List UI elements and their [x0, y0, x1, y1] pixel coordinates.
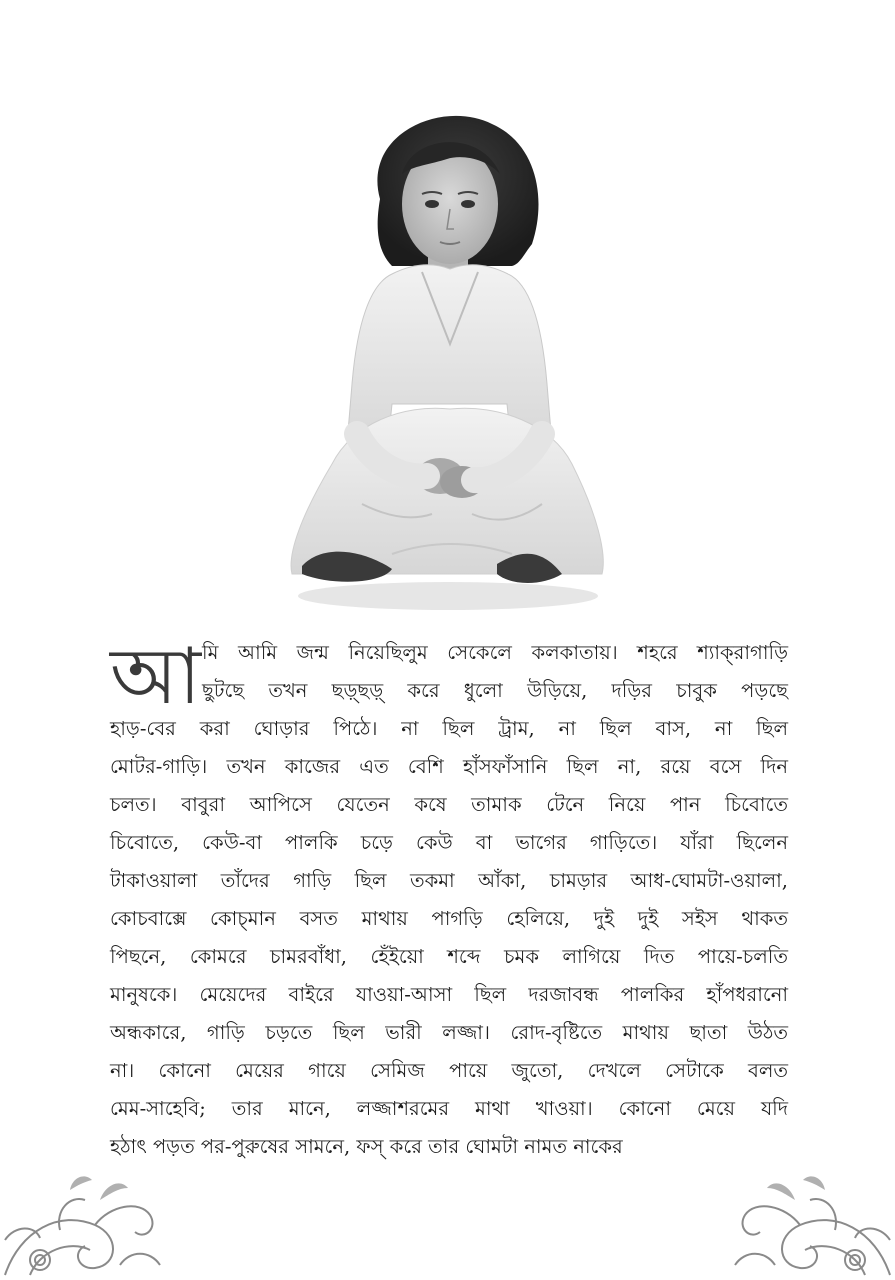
paragraph-line: হাড়-বের করা ঘোড়ার পিঠে। না ছিল ট্রাম, না ছিল বাস, না ছিল	[110, 717, 788, 740]
seated-child-photo-icon	[262, 104, 634, 614]
paragraph-line: টাকাওয়ালা তাঁদের গাড়ি ছিল তকমা আঁকা, চামড়ার আধ-ঘোমটা-ওয়ালা,	[110, 869, 788, 892]
paragraph-line: চলত। বাবুরা আপিসে যেতেন কষে তামাক টেনে নিয়ে পান চিবোতে	[110, 793, 788, 816]
paragraph-line: কোচবাক্সে কোচ্‌মান বসত মাথায় পাগড়ি হেলিয়ে, দুই দুই সইস থাকত	[110, 907, 788, 930]
paragraph-line: মানুষকে। মেয়েদের বাইরে যাওয়া-আসা ছিল দরজাবন্ধ পালকির হাঁপধরানো	[110, 983, 788, 1006]
drop-cap: আ	[110, 632, 199, 722]
paragraph-line: মেম-সাহেবি; তার মানে, লজ্জাশরমের মাথা খাওয়া। কোনো মেয়ে যদি	[110, 1097, 788, 1120]
paragraph-line: ছুটছে তখন ছড়্‌ছড়্‌ করে ধুলো উড়িয়ে, দড়ির চাবুক পড়ছে	[202, 679, 788, 702]
paragraph-line: হঠাৎ পড়ত পর-পুরুষের সামনে, ফস্‌ করে তার ঘোমটা নামত নাকের	[110, 1135, 623, 1158]
paragraph-line: মোটর-গাড়ি। তখন কাজের এত বেশি হাঁসফাঁসানি ছিল না, রয়ে বসে দিন	[110, 755, 788, 778]
paragraph-line: না। কোনো মেয়ের গায়ে সেমিজ পায়ে জুতো, দেখলে সেটাকে বলত	[110, 1059, 788, 1082]
paragraph-line: মি আমি জন্ম নিয়েছিলুম সেকেলে কলকাতায়। শহরে শ্যাক্‌রাগাড়ি	[202, 641, 788, 664]
paragraph-line: অন্ধকারে, গাড়ি চড়তে ছিল ভারী লজ্জা। রোদ-বৃষ্টিতে মাথায় ছাতা উঠত	[110, 1021, 788, 1044]
paragraph-line: পিছনে, কোমরে চামরবাঁধা, হেঁইয়ো শব্দে চমক লাগিয়ে দিত পায়ে-চলতি	[110, 945, 788, 968]
paragraph-line: চিবোতে, কেউ-বা পালকি চড়ে কেউ বা ভাগের গাড়িতে। যাঁরা ছিলেন	[110, 831, 788, 854]
floral-scroll-ornament-icon	[725, 1170, 895, 1280]
floral-scroll-ornament-icon	[0, 1170, 170, 1280]
